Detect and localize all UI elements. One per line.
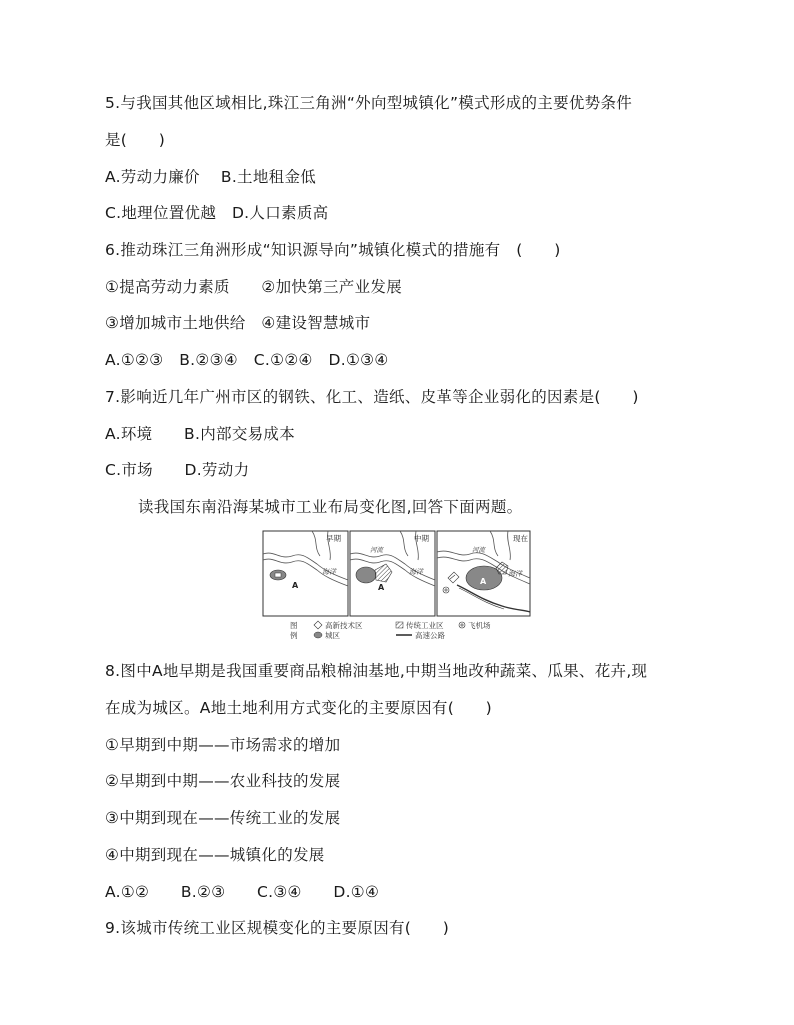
legend-city-icon bbox=[314, 632, 322, 638]
legend-title-2: 例 bbox=[290, 631, 298, 640]
panel-middle bbox=[350, 531, 435, 616]
q7-options-ab: A.环境 B.内部交易成本 bbox=[105, 425, 296, 443]
q6-items-line2: ③增加城市土地供给 ④建设智慧城市 bbox=[105, 314, 371, 332]
q5-options-ab: A.劳动力廉价 B.土地租金低 bbox=[105, 168, 317, 186]
industry-layout-figure bbox=[262, 530, 532, 640]
label-a-middle: A bbox=[378, 583, 385, 592]
industry-layout-map bbox=[262, 530, 532, 640]
label-river-now: 河流 bbox=[472, 546, 485, 554]
q8-item2: ②早期到中期——农业科技的发展 bbox=[105, 772, 341, 790]
label-period-early: 早期 bbox=[326, 534, 341, 543]
q7-options-cd: C.市场 D.劳动力 bbox=[105, 461, 250, 479]
q8-options: A.①② B.②③ C.③④ D.①④ bbox=[105, 883, 380, 901]
panel-now bbox=[437, 531, 530, 616]
legend-traditional-label: 传统工业区 bbox=[406, 621, 444, 630]
figure-legend bbox=[290, 620, 491, 640]
q5-stem-line1: 5.与我国其他区域相比,珠江三角洲“外向型城镇化”模式形成的主要优势条件 bbox=[105, 94, 633, 112]
label-a-early: A bbox=[292, 581, 299, 590]
panel-early bbox=[263, 531, 348, 616]
legend-hightech-icon bbox=[314, 621, 322, 629]
q8-stem-line2: 在成为城区。A地土地利用方式变化的主要原因有( ) bbox=[105, 699, 492, 717]
figure-intro: 读我国东南沿海某城市工业布局变化图,回答下面两题。 bbox=[138, 498, 523, 516]
q8-item1: ①早期到中期——市场需求的增加 bbox=[105, 736, 341, 754]
legend-traditional-icon bbox=[396, 622, 403, 628]
label-period-now: 现在 bbox=[513, 534, 528, 543]
q8-stem-line1: 8.图中A地早期是我国重要商品粮棉油基地,中期当地改种蔬菜、瓜果、花卉,现 bbox=[105, 662, 648, 680]
label-sea-middle: 海洋 bbox=[409, 568, 423, 576]
q8-item3: ③中期到现在——传统工业的发展 bbox=[105, 809, 341, 827]
q7-stem: 7.影响近几年广州市区的钢铁、化工、造纸、皮革等企业弱化的因素是( ) bbox=[105, 388, 639, 406]
q8-item4: ④中期到现在——城镇化的发展 bbox=[105, 846, 325, 864]
legend-highway-label: 高速公路 bbox=[415, 631, 445, 640]
q6-items-line1: ①提高劳动力素质 ②加快第三产业发展 bbox=[105, 278, 402, 296]
q5-stem-line2: 是( ) bbox=[105, 131, 166, 149]
label-a-now: A bbox=[480, 577, 487, 586]
q5-options-cd: C.地理位置优越 D.人口素质高 bbox=[105, 204, 329, 222]
legend-airport-label: 飞机场 bbox=[468, 621, 491, 630]
label-river-middle: 河流 bbox=[370, 546, 383, 554]
legend-city-label: 城区 bbox=[325, 631, 340, 640]
legend-hightech-label: 高新技术区 bbox=[325, 621, 363, 630]
label-sea-now: 海洋 bbox=[508, 570, 522, 578]
label-period-middle: 中期 bbox=[414, 534, 429, 543]
label-sea-early: 海洋 bbox=[322, 568, 336, 576]
legend-title-1: 图 bbox=[290, 621, 298, 630]
q9-stem: 9.该城市传统工业区规模变化的主要原因有( ) bbox=[105, 919, 450, 937]
q6-options: A.①②③ B.②③④ C.①②④ D.①③④ bbox=[105, 351, 389, 369]
q6-stem: 6.推动珠江三角洲形成“知识源导向”城镇化模式的措施有 ( ) bbox=[105, 241, 561, 259]
city-area-middle bbox=[356, 567, 376, 583]
